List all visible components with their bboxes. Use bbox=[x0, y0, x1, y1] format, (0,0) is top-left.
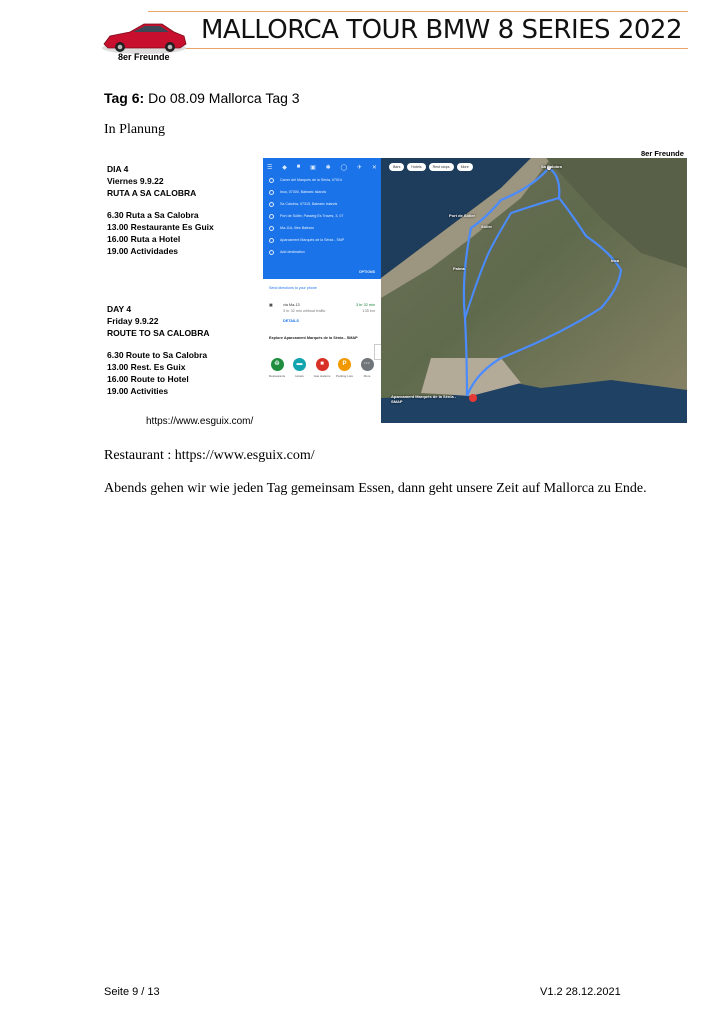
chip-more[interactable]: More bbox=[457, 163, 473, 171]
map-place-label: Inca bbox=[611, 258, 620, 263]
flight-icon[interactable]: ✈ bbox=[357, 164, 363, 171]
map-chip-row bbox=[389, 163, 473, 171]
route-stop[interactable]: Carrer del Marquès de la Sènia, 07014 bbox=[269, 176, 375, 185]
itinerary-line: 13.00 Rest. Es Guix bbox=[107, 362, 186, 372]
walk-icon[interactable]: ✱ bbox=[325, 164, 331, 171]
car-icon: ■ bbox=[269, 303, 273, 309]
itinerary-line: 13.00 Restaurante Es Guix bbox=[107, 222, 214, 232]
category-parking[interactable]: P Parking Lots bbox=[335, 358, 355, 378]
more-icon: ··· bbox=[361, 358, 374, 371]
add-destination[interactable]: Add destination bbox=[269, 248, 375, 257]
small-url[interactable]: https://www.esguix.com/ bbox=[146, 416, 254, 427]
send-directions-link[interactable]: Send directions to your phone bbox=[269, 286, 317, 290]
itinerary-line: Viernes 9.9.22 bbox=[107, 176, 164, 186]
restaurant-line[interactable]: Restaurant : https://www.esguix.com/ bbox=[104, 448, 315, 463]
chip-rest-stops[interactable]: Rest stops bbox=[429, 163, 454, 171]
itinerary-line: ROUTE TO SA CALOBRA bbox=[107, 328, 210, 338]
route-map-screenshot bbox=[263, 158, 687, 423]
nearby-categories bbox=[267, 358, 377, 378]
bike-icon[interactable]: ◯ bbox=[340, 164, 348, 171]
transit-icon[interactable]: ▣ bbox=[310, 164, 316, 171]
car-icon[interactable]: ■ bbox=[296, 164, 301, 170]
itinerary-line: 6.30 Ruta a Sa Calobra bbox=[107, 210, 199, 220]
day-text: Do 08.09 Mallorca Tag 3 bbox=[148, 90, 300, 106]
satellite-imagery bbox=[381, 158, 687, 423]
map-place-label: Aparcament Marquès de la Sènia - SMAP bbox=[391, 394, 457, 404]
category-hotels[interactable]: ▬ Hotels bbox=[290, 358, 310, 378]
parking-icon: P bbox=[338, 358, 351, 371]
map-place-label: Sóller bbox=[481, 224, 493, 229]
version-date: V1.2 28.12.2021 bbox=[540, 986, 621, 998]
route-option[interactable]: ■ via Ma-13 3 hr 32 min 3 hr 32 min without traffic 135 km DETAILS bbox=[269, 303, 375, 323]
itinerary-line: RUTA A SA CALOBRA bbox=[107, 188, 197, 198]
document-title: MALLORCA TOUR BMW 8 SERIES 2022 bbox=[201, 15, 682, 45]
chip-hotels[interactable]: Hotels bbox=[407, 163, 425, 171]
closing-paragraph: Abends gehen wir wie jeden Tag gemeinsam Essen, dann geht unsere Zeit auf Mallorca zu Ende. bbox=[104, 481, 647, 496]
itinerary-line: 19.00 Actividades bbox=[107, 246, 179, 256]
itinerary-english bbox=[107, 303, 209, 397]
category-restaurants[interactable]: ♲ Restaurants bbox=[267, 358, 287, 378]
hotel-icon: ▬ bbox=[293, 358, 306, 371]
itinerary-line: DAY 4 bbox=[107, 304, 132, 314]
close-icon[interactable]: ✕ bbox=[371, 164, 377, 171]
route-stop[interactable]: Sa Calobra, 07315, Balearic Islands bbox=[269, 200, 375, 209]
options-button[interactable]: OPTIONS bbox=[358, 270, 375, 274]
itinerary-line: DIA 4 bbox=[107, 164, 129, 174]
route-stop[interactable]: Port de Sóller, Passeig Es Traves, 3, 07 bbox=[269, 212, 375, 221]
header-rule-bottom bbox=[148, 48, 688, 49]
planning-status: In Planung bbox=[104, 122, 166, 137]
itinerary-line: 16.00 Route to Hotel bbox=[107, 374, 189, 384]
satellite-map[interactable] bbox=[381, 158, 687, 423]
map-place-label: Port de Sóller bbox=[449, 213, 476, 218]
itinerary-line: 19.00 Activities bbox=[107, 386, 169, 396]
menu-icon[interactable]: ☰ bbox=[267, 164, 273, 171]
category-gas-stations[interactable]: ■ Gas stations bbox=[312, 358, 332, 378]
map-place-label: Palma bbox=[453, 266, 465, 271]
itinerary-line: 16.00 Ruta a Hotel bbox=[107, 234, 181, 244]
logo-caption: 8er Freunde bbox=[118, 52, 170, 62]
travel-mode-row bbox=[267, 162, 377, 172]
directions-panel bbox=[263, 158, 382, 423]
page-number: Seite 9 / 13 bbox=[104, 986, 160, 998]
route-stop[interactable]: Ma-11A, Illes Balears bbox=[269, 224, 375, 233]
restaurant-icon: ♲ bbox=[271, 358, 284, 371]
directions-header bbox=[263, 158, 381, 279]
itinerary-line: 6.30 Route to Sa Calobra bbox=[107, 350, 208, 360]
day-heading bbox=[104, 90, 300, 106]
day-label: Tag 6: bbox=[104, 90, 145, 106]
route-stop[interactable]: Aparcament Marquès de la Sènia - SMP bbox=[269, 236, 375, 245]
itinerary-spanish bbox=[107, 163, 214, 257]
best-route-icon[interactable]: ◆ bbox=[282, 164, 287, 171]
header-rule-top bbox=[148, 11, 688, 12]
gas-station-icon: ■ bbox=[316, 358, 329, 371]
map-brand-label: 8er Freunde bbox=[641, 149, 684, 158]
route-stop[interactable]: Inca, 07300, Balearic Islands bbox=[269, 188, 375, 197]
map-place-label: Sa Calobra bbox=[541, 164, 562, 169]
explore-heading: Explore Aparcament Marquès de la Sènia - SMAP bbox=[269, 336, 358, 340]
details-link[interactable]: DETAILS bbox=[283, 319, 299, 323]
category-more[interactable]: ··· More bbox=[357, 358, 377, 378]
chip-bars[interactable]: Bars bbox=[389, 163, 404, 171]
itinerary-line: Friday 9.9.22 bbox=[107, 316, 159, 326]
